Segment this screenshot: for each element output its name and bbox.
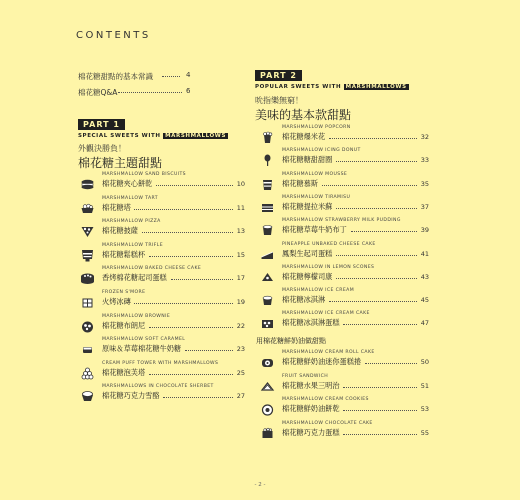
toc-entry-title: 棉花糖鮮奶油迷你蛋糕捲 (282, 357, 362, 366)
toc-entry-page: 17 (236, 274, 245, 283)
dotted-leader (322, 185, 417, 186)
toc-entry-title: 棉花糖冰淇淋 (282, 295, 326, 305)
part2-title: 美味的基本款甜點 (255, 108, 352, 122)
dotted-leader (329, 138, 417, 139)
cream-cookie-icon (260, 401, 275, 414)
toc-entry[interactable] (282, 350, 429, 372)
toc-entry-page: 22 (236, 321, 245, 330)
pizza-slice-icon (80, 223, 95, 236)
part1-title: 棉花糖主題甜點 (78, 156, 163, 170)
toc-entry-page: 32 (420, 133, 429, 141)
toc-entry[interactable] (282, 125, 429, 147)
toc-entry-english: MARSHMALLOW MOUSSE (282, 171, 348, 177)
toc-entry-title: 棉花糖冰淇淋蛋糕 (282, 318, 340, 328)
toc-entry[interactable] (102, 196, 245, 218)
toc-entry-english: MARSHMALLOWS IN CHOCOLATE SHERBET (102, 384, 214, 390)
toc-entry-title: 棉花糖泡芙塔 (102, 367, 146, 377)
toc-entry[interactable] (282, 288, 429, 310)
toc-entry[interactable] (282, 148, 429, 170)
toc-entry-title: 棉花糖爆米花 (282, 132, 326, 141)
toc-entry-english: MARSHMALLOW STRAWBERRY MILK PUDDING (282, 218, 401, 224)
intro-item-qa[interactable] (78, 87, 190, 98)
toc-entry-english: MARSHMALLOW CREAM ROLL CAKE (282, 350, 375, 355)
intro-item-page: 6 (186, 87, 191, 95)
dotted-leader (336, 161, 417, 162)
intro-item-page: 4 (186, 71, 191, 79)
intro-item-label: 棉花糖Q&A (78, 88, 118, 97)
toc-entry-title: 棉花糖糖甜甜圈 (282, 155, 333, 165)
toc-entry[interactable] (102, 337, 245, 359)
sherbet-cup-icon (80, 388, 95, 401)
tart-icon (80, 200, 95, 213)
toc-entry-english: FROZEN S'MORE (102, 290, 146, 295)
toc-entry-title: 棉花糖夾心餅乾 (102, 179, 153, 188)
toc-entry-page: 45 (420, 296, 429, 305)
toc-entry-page: 10 (236, 180, 245, 188)
toc-entry[interactable] (282, 195, 429, 217)
toc-entry-page: 47 (420, 319, 429, 328)
dotted-leader (134, 209, 233, 210)
ice-pop-icon (260, 152, 275, 165)
contents-heading: CONTENTS (76, 30, 151, 41)
toc-entry[interactable] (102, 384, 245, 406)
part1-subtitle-text: SPECIAL SWEETS WITH (78, 133, 161, 139)
dotted-leader (336, 208, 417, 209)
toc-entry[interactable] (102, 290, 245, 312)
part2-badge: PART 2 (255, 70, 302, 81)
toc-entry-title: 棉花糖水果三明治 (282, 380, 340, 390)
sandwich-cookie-icon (80, 176, 95, 189)
toc-entry-english: MARSHMALLOW SAND BISCUITS (102, 172, 186, 177)
tiramisu-icon (260, 199, 275, 212)
toc-entry-english: MARSHMALLOW BROWNIE (102, 313, 171, 319)
toc-entry-english: MARSHMALLOW CHOCOLATE CAKE (282, 420, 373, 426)
toc-entry-page: 23 (236, 345, 245, 354)
toc-entry-page: 41 (420, 249, 429, 258)
toc-entry[interactable] (282, 218, 429, 240)
dotted-leader (149, 327, 233, 328)
ice-cream-tub-icon (260, 292, 275, 305)
popcorn-icon (260, 129, 275, 142)
toc-entry-title: 棉花糖披薩 (102, 226, 138, 236)
roll-cake-icon (260, 354, 275, 367)
part2-subtitle-en (255, 84, 409, 90)
toc-entry-title: 棉花糖鬆糕杯 (102, 249, 146, 259)
toc-entry[interactable] (102, 361, 245, 383)
cheesecake-icon (80, 270, 95, 283)
toc-entry-title: 鳳梨生起司蛋糕 (282, 248, 333, 258)
toc-entry[interactable] (102, 266, 245, 288)
ice-cream-cake-icon (260, 315, 275, 328)
dotted-leader (351, 231, 417, 232)
toc-entry-english: CREAM PUFF TOWER WITH MARSHMALLOWS (102, 360, 219, 366)
part2-subtitle-text: POPULAR SWEETS WITH (255, 84, 342, 90)
page-number: - 2 - (254, 482, 266, 488)
part1-badge: PART 1 (78, 119, 125, 130)
toc-entry-title: 棉花糖塔 (102, 202, 131, 212)
toc-entry-title: 棉花糖慕斯 (282, 178, 318, 188)
dotted-leader (329, 301, 417, 302)
toc-entry[interactable] (102, 314, 245, 336)
toc-entry-english: MARSHMALLOW SOFT CARAMEL (102, 337, 186, 343)
dotted-leader (171, 279, 233, 280)
toc-entry-title: 棉花糖布朗尼 (102, 320, 146, 330)
toc-entry-title: 棉花糖草莓牛奶布丁 (282, 225, 347, 235)
toc-entry[interactable] (282, 311, 429, 333)
caramel-candy-icon (80, 341, 95, 354)
trifle-glass-icon (80, 247, 95, 260)
toc-entry-title: 棉花糖提拉米蘇 (282, 201, 333, 211)
dotted-leader (336, 255, 417, 256)
toc-entry-english: MARSHMALLOW ICE CREAM CAKE (282, 311, 370, 317)
toc-entry[interactable] (282, 374, 429, 396)
dotted-leader (343, 434, 417, 435)
dotted-leader (185, 350, 233, 351)
toc-entry-page: 53 (420, 405, 429, 413)
toc-entry-english: MARSHMALLOW IN LEMON SCONES (282, 264, 375, 270)
puff-tower-icon (80, 365, 95, 378)
toc-entry-english: PINEAPPLE UNBAKED CHEESE CAKE (282, 241, 376, 247)
toc-entry-page: 13 (236, 227, 245, 236)
toc-entry-english: MARSHMALLOW CREAM COOKIES (282, 397, 369, 402)
toc-entry-title: 原味＆草莓棉花糖牛奶糖 (102, 344, 182, 354)
toc-entry[interactable] (282, 265, 429, 287)
toc-entry-title: 棉花糖鮮奶油餅乾 (282, 404, 340, 413)
dotted-leader (149, 374, 233, 375)
dotted-leader (343, 387, 417, 388)
toc-entry[interactable] (102, 243, 245, 265)
intro-item-basics[interactable] (78, 71, 190, 82)
pudding-icon (260, 222, 275, 235)
part1-tagline: 外觀決勝負！ (78, 144, 126, 153)
dotted-leader (134, 303, 233, 304)
brownie-icon (80, 318, 95, 331)
toc-entry-page: 15 (236, 250, 245, 259)
scone-icon (260, 269, 275, 282)
dotted-leader (343, 324, 417, 325)
dotted-leader (156, 185, 233, 186)
toc-entry-title: 棉花糖巧克力雪酪 (102, 391, 160, 401)
toc-entry[interactable] (282, 397, 429, 419)
toc-entry[interactable] (282, 242, 429, 264)
toc-entry[interactable] (282, 421, 429, 443)
dotted-leader (365, 363, 417, 364)
dotted-leader (142, 232, 233, 233)
toc-entry-english: MARSHMALLOW POPCORN (282, 125, 351, 130)
toc-entry-page: 35 (420, 179, 429, 188)
part1-subtitle-en (78, 133, 228, 139)
toc-entry-page: 50 (420, 358, 429, 366)
toc-entry-english: MARSHMALLOW TRIFLE (102, 242, 164, 248)
toc-entry-english: MARSHMALLOW ICE CREAM (282, 288, 355, 294)
toc-entry-title: 棉花糖巧克力蛋糕 (282, 427, 340, 437)
dotted-leader (336, 278, 417, 279)
dotted-leader (163, 397, 233, 398)
dotted-leader (343, 410, 417, 411)
toc-entry-title: 棉花糖檸檬司康 (282, 271, 333, 281)
toc-entry[interactable] (282, 172, 429, 194)
toc-entry[interactable] (102, 172, 245, 194)
intro-item-label: 棉花糖甜點的基本常識 (78, 72, 153, 81)
fruit-sandwich-icon (260, 378, 275, 391)
toc-entry-english: MARSHMALLOW PIZZA (102, 219, 161, 225)
toc-entry-page: 43 (420, 272, 429, 281)
toc-entry-page: 33 (420, 156, 429, 165)
toc-entry-page: 55 (420, 428, 429, 437)
smore-icon (80, 294, 95, 307)
toc-entry-english: MARSHMALLOW ICING DONUT (282, 148, 361, 154)
toc-entry-page: 39 (420, 226, 429, 235)
toc-entry-title: 火烤冰磚 (102, 297, 131, 306)
toc-entry-english: MARSHMALLOW BAKED CHEESE CAKE (102, 266, 202, 272)
part2-cream-section-heading: 用棉花糖鮮奶油做甜點 (256, 337, 326, 345)
toc-entry-page: 19 (236, 298, 245, 306)
cake-slice-icon (260, 246, 275, 259)
marshmallows-logo: MARSHMALLOWS (165, 133, 227, 139)
toc-entry-english: MARSHMALLOW TIRAMISU (282, 194, 351, 200)
toc-entry[interactable] (102, 219, 245, 241)
toc-entry-page: 11 (236, 203, 245, 212)
dotted-leader (149, 256, 233, 257)
toc-entry-page: 51 (420, 381, 429, 390)
toc-entry-page: 37 (420, 202, 429, 211)
toc-entry-page: 25 (236, 368, 245, 377)
part2-tagline: 吮指樂無窮！ (255, 96, 303, 105)
toc-entry-english: MARSHMALLOW TART (102, 195, 159, 201)
mousse-icon (260, 176, 275, 189)
toc-entry-english: FRUIT SANDWICH (282, 373, 329, 379)
toc-entry-title: 香烤棉花糖起司蛋糕 (102, 273, 167, 283)
chocolate-cake-icon (260, 425, 275, 438)
toc-entry-page: 27 (236, 392, 245, 401)
marshmallows-logo: MARSHMALLOWS (345, 84, 407, 90)
